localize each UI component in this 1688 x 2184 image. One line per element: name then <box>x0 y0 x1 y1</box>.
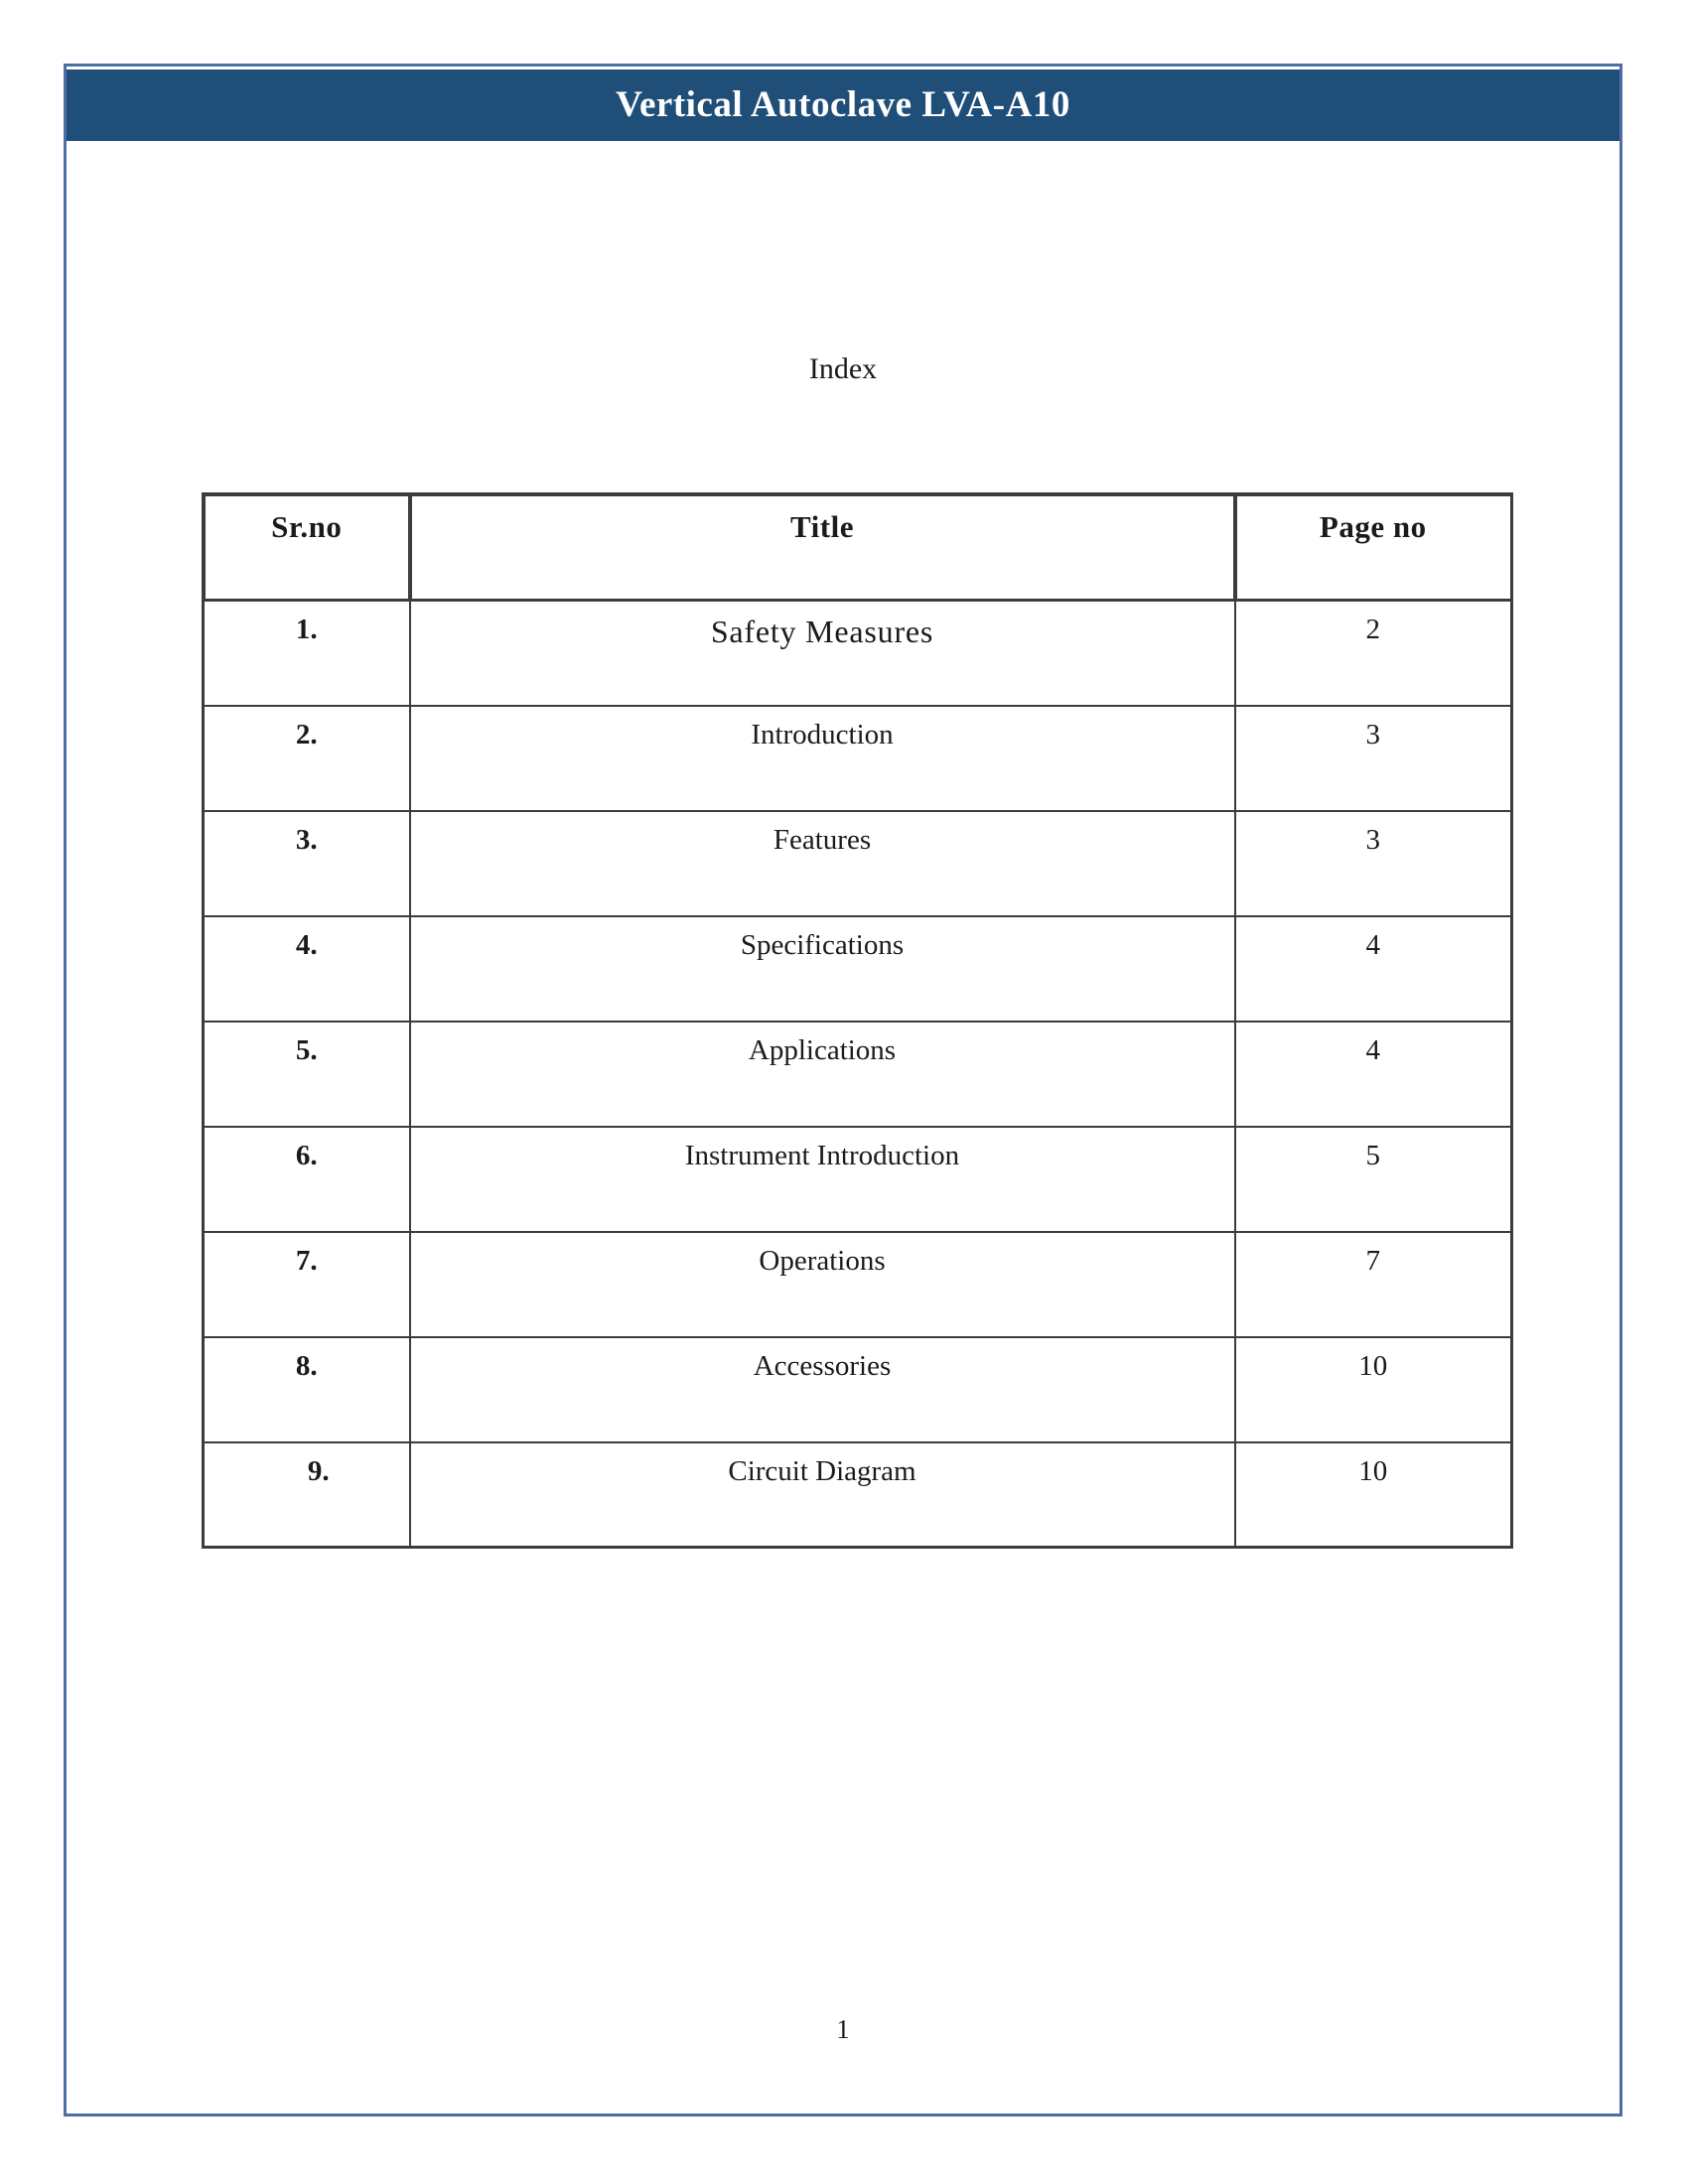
page-cell: 7 <box>1235 1232 1512 1337</box>
title-cell: Introduction <box>410 706 1235 811</box>
sr-cell: 3. <box>204 811 410 916</box>
title-cell: Specifications <box>410 916 1235 1022</box>
page-cell: 3 <box>1235 811 1512 916</box>
title-cell: Instrument Introduction <box>410 1127 1235 1232</box>
page-cell: 3 <box>1235 706 1512 811</box>
sr-cell: 2. <box>204 706 410 811</box>
title-cell: Applications <box>410 1022 1235 1127</box>
column-header-pageno: Page no <box>1235 494 1512 601</box>
page-cell: 10 <box>1235 1442 1512 1548</box>
document-title: Vertical Autoclave LVA-A10 <box>616 84 1070 125</box>
table-row <box>204 1442 1512 1548</box>
sr-cell: 5. <box>204 1022 410 1127</box>
toc-table <box>202 492 1513 1549</box>
sr-cell: 7. <box>204 1232 410 1337</box>
page-cell: 10 <box>1235 1337 1512 1442</box>
sr-cell: 9. <box>204 1442 410 1548</box>
table-row <box>204 1127 1512 1232</box>
title-cell: Accessories <box>410 1337 1235 1442</box>
column-header-title: Title <box>410 494 1235 601</box>
title-cell: Circuit Diagram <box>410 1442 1235 1548</box>
footer-page-number: 1 <box>836 2014 850 2044</box>
page-cell: 4 <box>1235 916 1512 1022</box>
title-cell: Safety Measures <box>410 601 1235 706</box>
page-cell: 4 <box>1235 1022 1512 1127</box>
toc-header-row <box>204 494 1512 601</box>
toc-table-body <box>204 601 1512 1548</box>
toc-table-head <box>204 494 1512 601</box>
sr-cell: 8. <box>204 1337 410 1442</box>
page-frame <box>64 64 1622 2116</box>
table-row <box>204 811 1512 916</box>
table-row <box>204 1022 1512 1127</box>
sr-cell: 1. <box>204 601 410 706</box>
title-cell: Features <box>410 811 1235 916</box>
index-heading: Index <box>808 352 878 385</box>
page-cell: 5 <box>1235 1127 1512 1232</box>
sr-cell: 6. <box>204 1127 410 1232</box>
header-banner <box>67 68 1619 141</box>
table-row <box>204 1232 1512 1337</box>
table-row <box>204 916 1512 1022</box>
sr-cell: 4. <box>204 916 410 1022</box>
column-header-srno: Sr.no <box>204 494 410 601</box>
title-cell: Operations <box>410 1232 1235 1337</box>
page-cell: 2 <box>1235 601 1512 706</box>
table-row <box>204 601 1512 706</box>
table-row <box>204 706 1512 811</box>
table-row <box>204 1337 1512 1442</box>
